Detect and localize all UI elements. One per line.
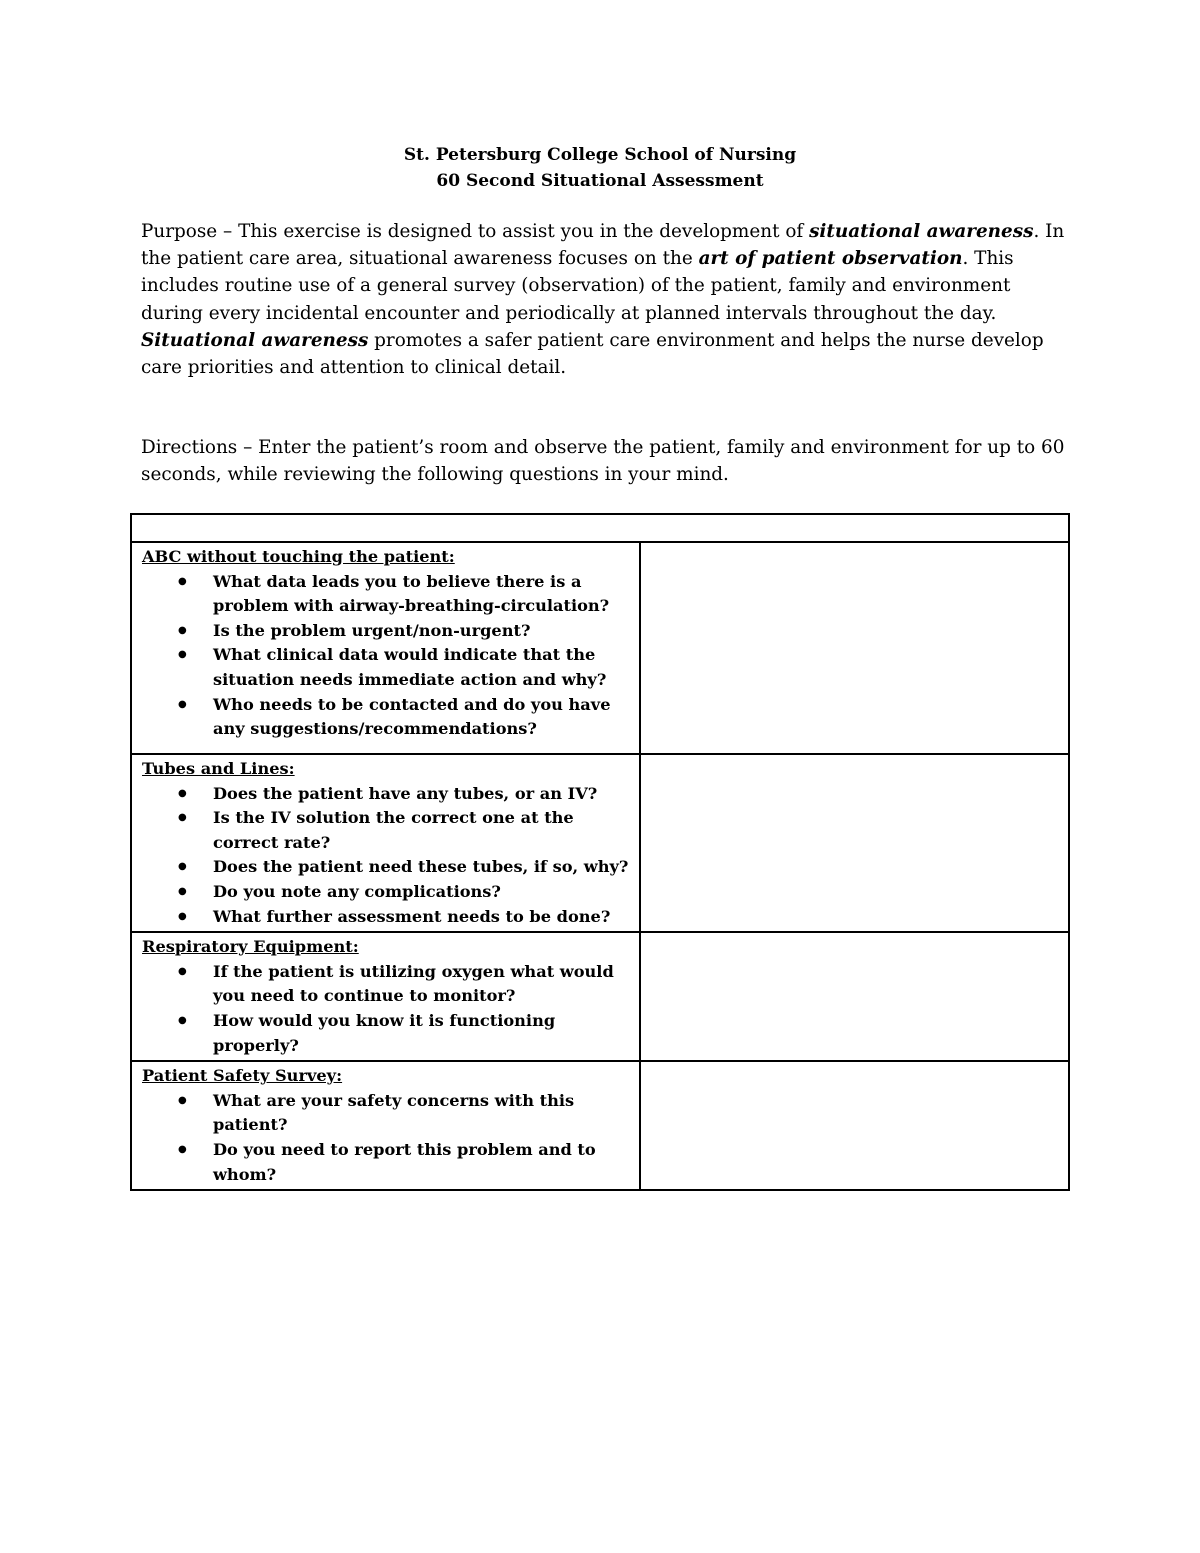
purpose-tail: promotes a safer patient care environment and helps the nurse develop care priorities and attention to clinical detail. (141, 329, 1044, 379)
question-list (142, 1089, 633, 1187)
question-item: ● Do you need to report this problem and to whom? (213, 1138, 633, 1187)
directions-paragraph: Directions – Enter the patient’s room and observe the patient, family and environment for up to 60 seconds, while reviewing the following questions in your mind. (141, 437, 1065, 486)
question-list (142, 960, 633, 1058)
assessment-table (130, 513, 1070, 1191)
question-item: ● Who needs to be contacted and do you have any suggestions/recommendations? (213, 693, 633, 742)
purpose-mid-1: . In the patient care area, situational awareness focuses on the (141, 221, 1065, 270)
assessment-title: 60 Second Situational Assessment (436, 171, 764, 191)
purpose-mid-2: . This includes routine use of a general survey (observation) of the patient, family and environment during every incidental encounter and periodically at planned intervals throughout the day. (141, 248, 1014, 324)
question-item: ● Do you note any complications? (213, 880, 633, 905)
document-header (0, 142, 1200, 194)
table-row (131, 754, 1069, 932)
purpose-emphasis-2: art of patient observation (698, 248, 963, 270)
purpose-lead: Purpose – This exercise is designed to assist you in the development of (141, 221, 810, 242)
section-heading: Tubes and Lines: (142, 759, 295, 778)
table-header-cell (131, 514, 1069, 542)
section-cell-safety (131, 1061, 640, 1190)
question-item: ● Is the problem urgent/non-urgent? (213, 619, 633, 644)
table-row (131, 932, 1069, 1061)
answer-cell-tubes[interactable] (640, 754, 1069, 932)
question-item: ● How would you know it is functioning properly? (213, 1009, 633, 1058)
school-title: St. Petersburg College School of Nursing (403, 145, 797, 165)
purpose-emphasis-3: Situational awareness (141, 329, 369, 351)
question-item: ● Does the patient have any tubes, or an IV? (213, 782, 633, 807)
table-row (131, 542, 1069, 754)
section-cell-respiratory (131, 932, 640, 1061)
section-heading: ABC without touching the patient: (142, 547, 455, 566)
purpose-paragraph (141, 218, 1071, 381)
answer-cell-safety[interactable] (640, 1061, 1069, 1190)
purpose-emphasis-1: situational awareness (809, 221, 1034, 242)
question-item: ● What further assessment needs to be done? (213, 905, 633, 930)
question-list (142, 782, 633, 930)
question-item: ● If the patient is utilizing oxygen what would you need to continue to monitor? (213, 960, 633, 1009)
table-header-row (131, 514, 1069, 542)
question-item: ● What clinical data would indicate that the situation needs immediate action and why? (213, 643, 633, 692)
question-list (142, 570, 633, 742)
answer-cell-abc[interactable] (640, 542, 1069, 754)
section-heading: Patient Safety Survey: (142, 1066, 343, 1086)
table-row (131, 1061, 1069, 1190)
question-item: ● What data leads you to believe there is a problem with airway-breathing-circulation? (213, 570, 633, 619)
question-item: ● Is the IV solution the correct one at the correct rate? (213, 806, 633, 855)
section-cell-tubes (131, 754, 640, 932)
question-item: ● Does the patient need these tubes, if so, why? (213, 855, 633, 880)
question-item: ● What are your safety concerns with this patient? (213, 1089, 633, 1138)
section-cell-abc (131, 542, 640, 754)
section-heading: Respiratory Equipment: (142, 937, 359, 957)
answer-cell-respiratory[interactable] (640, 932, 1069, 1061)
